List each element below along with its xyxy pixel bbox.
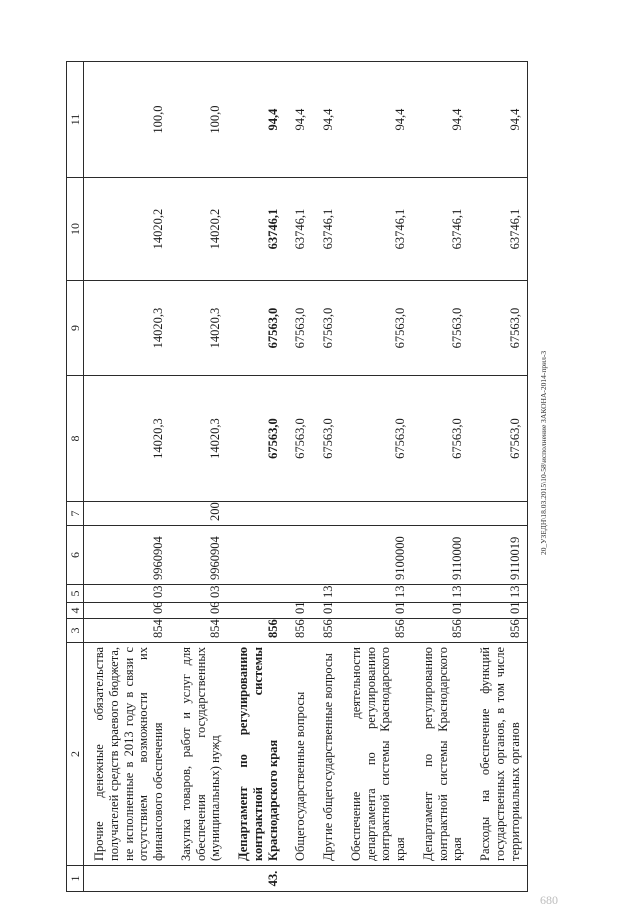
page-number: 680 [540,893,558,907]
cell-col8: 67563,0 [285,376,313,502]
cell-col7 [285,502,313,526]
cell-col6: 9960904 [84,526,171,585]
cell-col10: 63746,1 [341,178,413,281]
cell-col4: 01 [341,603,413,619]
cell-col4: 06 [171,603,228,619]
cell-col4 [228,603,285,619]
column-header: 10 [67,178,84,281]
column-header: 5 [67,585,84,603]
cell-col9: 67563,0 [228,281,285,376]
cell-col9: 67563,0 [470,281,528,376]
row-number [413,866,470,892]
cell-col3: 854 [84,619,171,643]
cell-col5 [285,585,313,603]
cell-col8: 67563,0 [470,376,528,502]
cell-col10: 63746,1 [228,178,285,281]
cell-col4: 01 [470,603,528,619]
rotated-page-area [66,62,526,892]
cell-col8: 14020,3 [84,376,171,502]
cell-col9: 67563,0 [341,281,413,376]
cell-col5 [228,585,285,603]
cell-col8: 14020,3 [171,376,228,502]
row-name: Другие общегосударственные вопросы [313,643,341,866]
table-row [413,62,470,892]
budget-execution-table [66,61,528,892]
cell-col7 [341,502,413,526]
table-row [171,62,228,892]
row-number [171,866,228,892]
column-header: 7 [67,502,84,526]
row-name: Прочие денежные обязательства получателей средств краевого бюджета, не исполненные в 2013 году в связи с отсутствием возможности их финансового обеспечения [84,643,171,866]
cell-col8: 67563,0 [228,376,285,502]
cell-col7 [413,502,470,526]
cell-col10: 14020,2 [171,178,228,281]
cell-col5: 13 [341,585,413,603]
cell-col10: 14020,2 [84,178,171,281]
cell-col4: 06 [84,603,171,619]
cell-col7 [228,502,285,526]
cell-col6: 9100000 [341,526,413,585]
table-header-row [67,62,84,892]
cell-col3: 856 [470,619,528,643]
cell-col3: 856 [228,619,285,643]
cell-col9: 14020,3 [84,281,171,376]
cell-col6 [228,526,285,585]
row-number [470,866,528,892]
cell-col6 [285,526,313,585]
cell-col9: 14020,3 [171,281,228,376]
row-number [313,866,341,892]
cell-col3: 856 [285,619,313,643]
cell-col11: 100,0 [171,62,228,178]
cell-col10: 63746,1 [285,178,313,281]
cell-col11: 94,4 [285,62,313,178]
cell-col5: 03 [84,585,171,603]
cell-col8: 67563,0 [413,376,470,502]
row-name: Расходы на обеспечение функций государственных органов, в том числе территориальных органов [470,643,528,866]
cell-col3: 856 [341,619,413,643]
cell-col11: 94,4 [313,62,341,178]
cell-col6: 9110000 [413,526,470,585]
cell-col6: 9960904 [171,526,228,585]
row-number: 43. [228,866,285,892]
cell-col4: 01 [285,603,313,619]
column-header: 9 [67,281,84,376]
table-row [470,62,528,892]
column-header: 8 [67,376,84,502]
cell-col11: 100,0 [84,62,171,178]
cell-col10: 63746,1 [470,178,528,281]
column-header: 1 [67,866,84,892]
cell-col3: 854 [171,619,228,643]
table-row [84,62,171,892]
column-header: 6 [67,526,84,585]
cell-col5: 13 [313,585,341,603]
column-header: 4 [67,603,84,619]
cell-col8: 67563,0 [341,376,413,502]
cell-col7 [313,502,341,526]
column-header: 3 [67,619,84,643]
row-name: Общегосударственные вопросы [285,643,313,866]
cell-col4: 01 [413,603,470,619]
table-row [228,62,285,892]
row-number [285,866,313,892]
row-number [341,866,413,892]
cell-col11: 94,4 [228,62,285,178]
landscape-content [66,62,526,892]
cell-col3: 856 [413,619,470,643]
cell-col6 [313,526,341,585]
cell-col10: 63746,1 [313,178,341,281]
cell-col5: 03 [171,585,228,603]
cell-col9: 67563,0 [413,281,470,376]
column-header: 11 [67,62,84,178]
cell-col11: 94,4 [413,62,470,178]
cell-col8: 67563,0 [313,376,341,502]
cell-col5: 13 [470,585,528,603]
table-row [313,62,341,892]
cell-col7 [84,502,171,526]
row-name: Департамент по регулированию контрактной системы Краснодарского края [228,643,285,866]
column-header: 2 [67,643,84,866]
table-row [341,62,413,892]
row-name: Департамент по регулированию контрактной системы Краснодарского края [413,643,470,866]
row-number [84,866,171,892]
cell-col9: 67563,0 [285,281,313,376]
cell-col9: 67563,0 [313,281,341,376]
cell-col7 [470,502,528,526]
cell-col6: 9110019 [470,526,528,585]
document-footer-path: 20_УЗЕДН\18.03.2015\10-58\исполнение ЗАКОНА-2014-прил-3 [539,350,548,555]
cell-col5: 13 [413,585,470,603]
row-name: Обеспечение деятельности департамента по регулированию контрактной системы Краснодарского края [341,643,413,866]
row-name: Закупка товаров, работ и услуг для обеспечения государственных (муниципальных) нужд [171,643,228,866]
cell-col3: 856 [313,619,341,643]
cell-col7: 200 [171,502,228,526]
cell-col10: 63746,1 [413,178,470,281]
table-row [285,62,313,892]
cell-col11: 94,4 [341,62,413,178]
cell-col11: 94,4 [470,62,528,178]
cell-col4: 01 [313,603,341,619]
